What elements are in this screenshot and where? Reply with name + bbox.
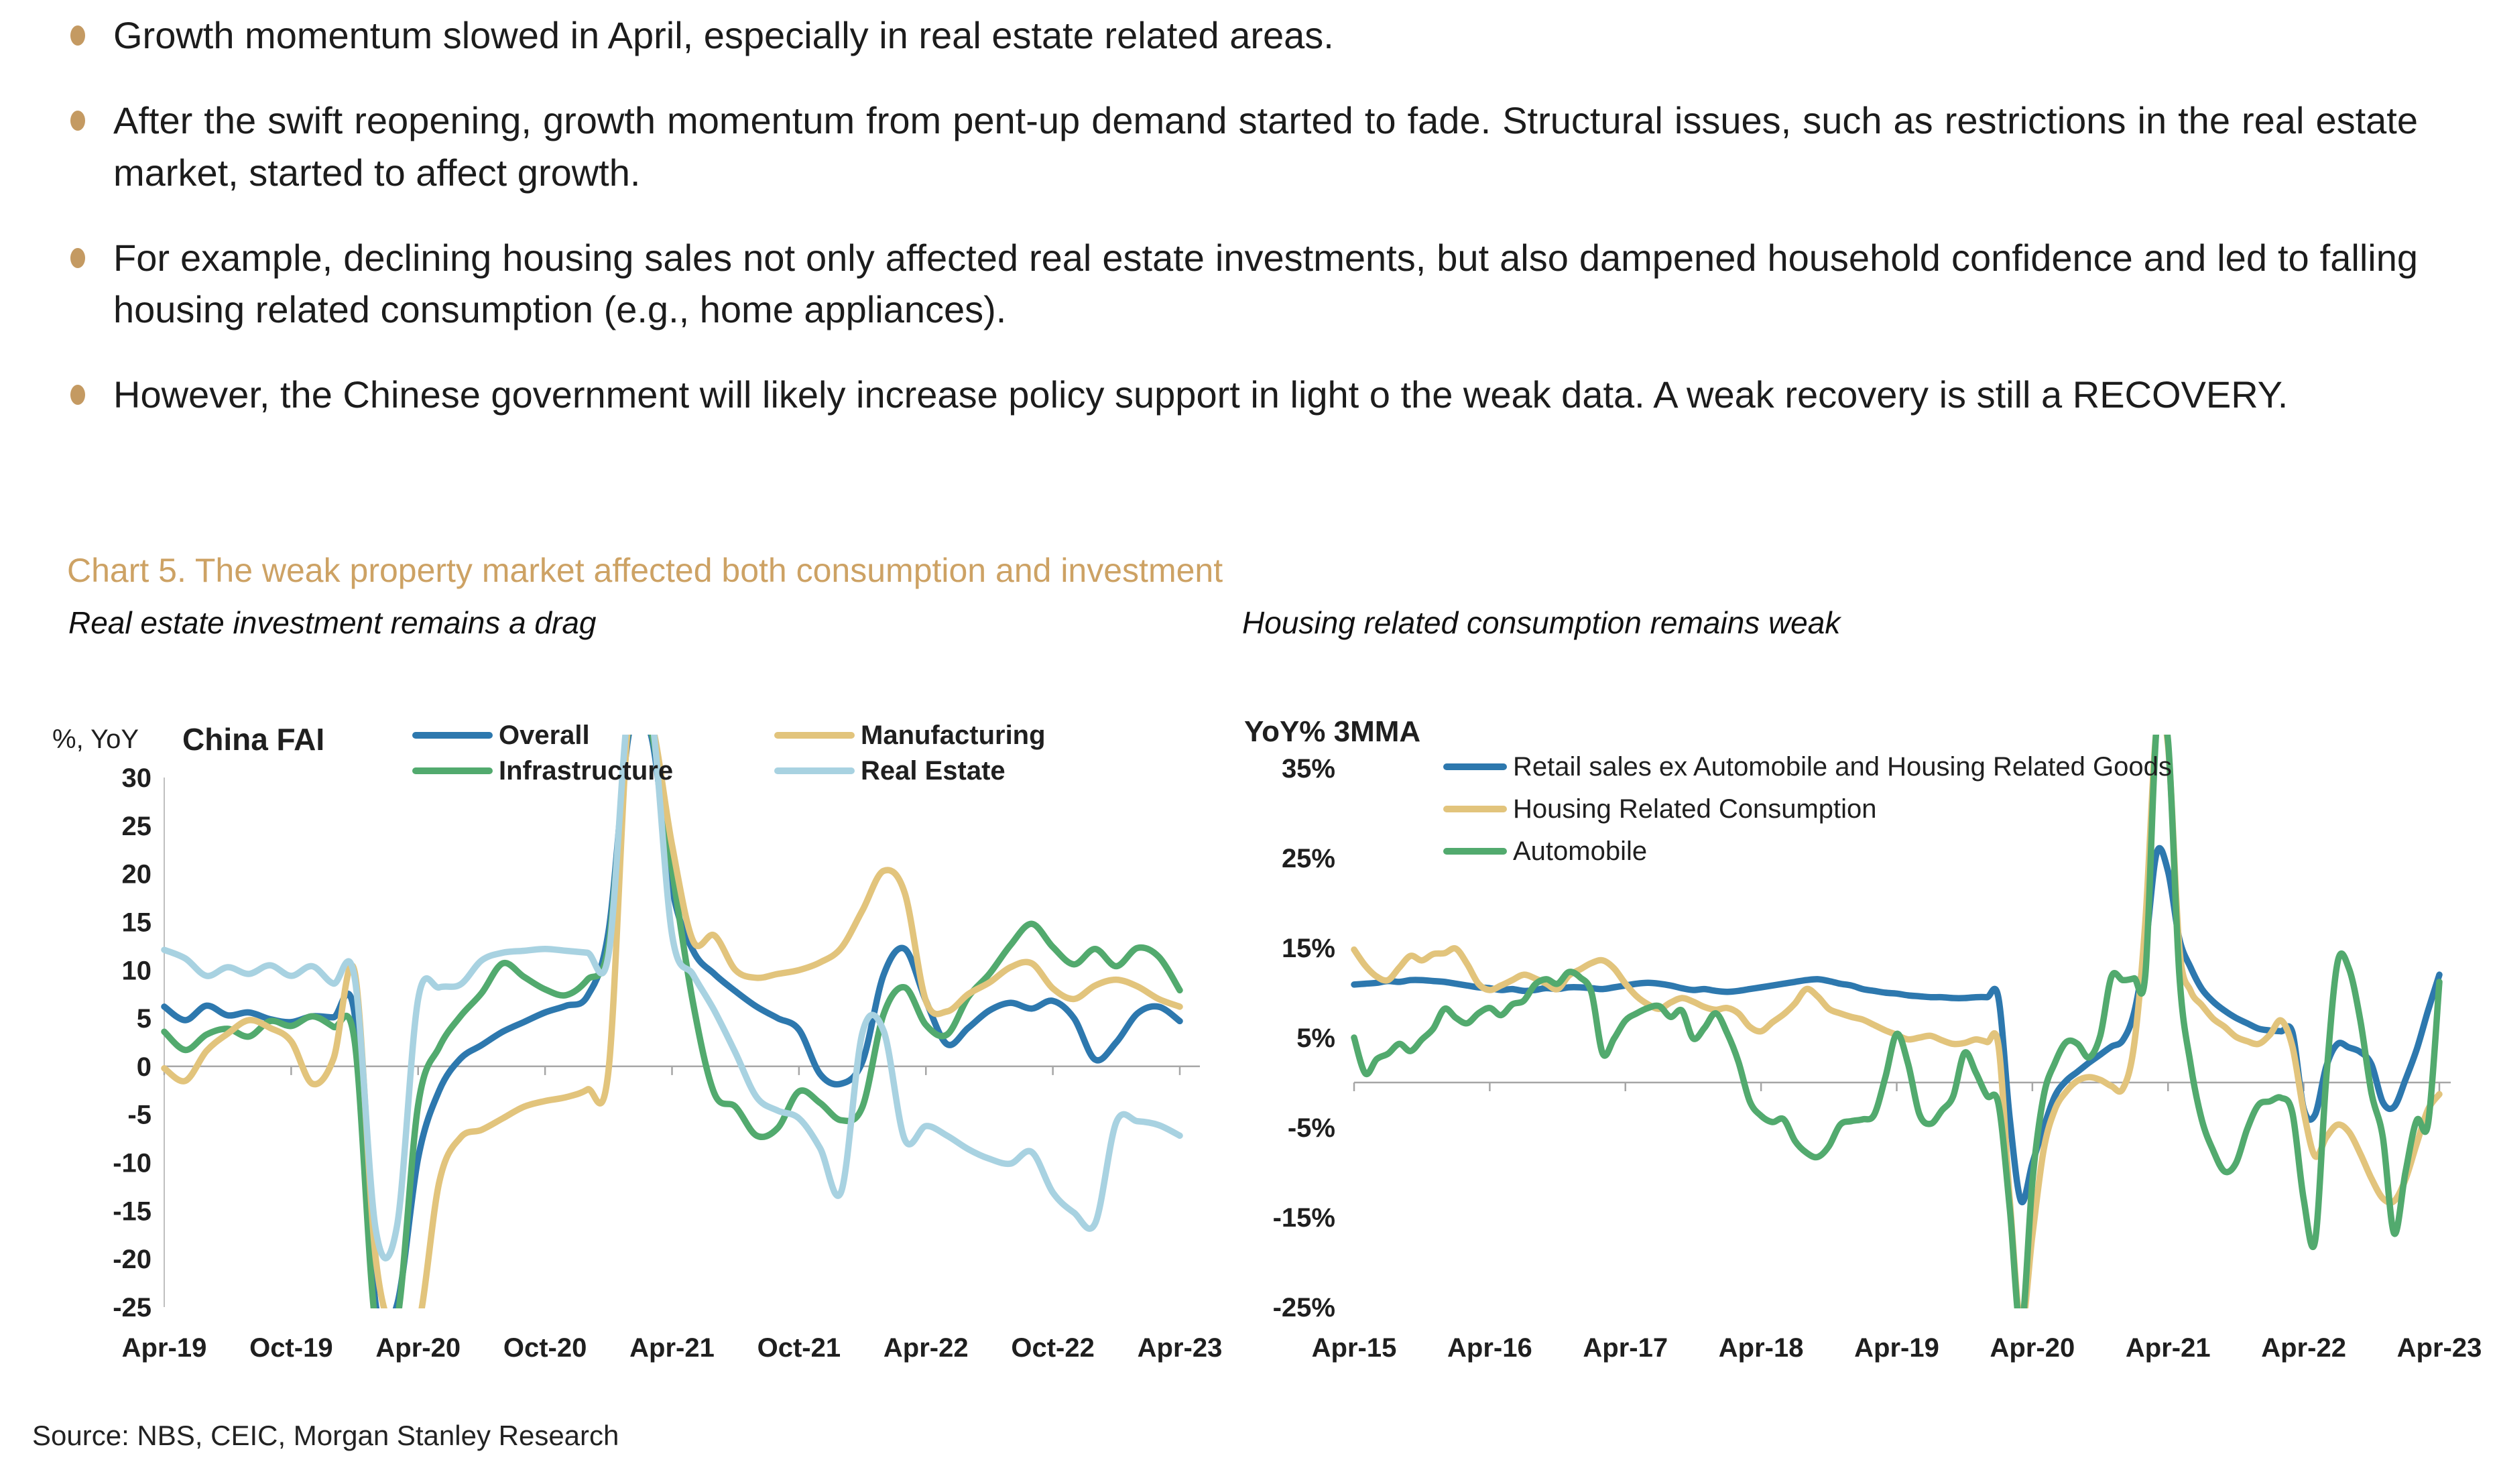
y-tick-label: -25 xyxy=(113,1293,151,1322)
x-tick-label: Apr-21 xyxy=(2125,1333,2211,1363)
bullet-dot-icon xyxy=(70,248,85,268)
y-tick-label: 25% xyxy=(1281,844,1335,873)
y-tick-label: 25 xyxy=(121,811,151,841)
y-tick-label: 30 xyxy=(121,763,151,793)
consumption-x-axis-labels xyxy=(1312,1333,2482,1363)
y-tick-label: 5 xyxy=(136,1004,151,1034)
y-tick-label: -10 xyxy=(113,1148,151,1178)
consumption-axis-label: YoY% 3MMA xyxy=(1244,715,1421,748)
x-tick-label: Oct-19 xyxy=(249,1333,333,1363)
bullet-text: Growth momentum slowed in April, especially in real estate related areas. xyxy=(113,14,1334,56)
series-line-overall xyxy=(164,709,1180,1333)
x-tick-label: Apr-19 xyxy=(1854,1333,1939,1363)
housing-consumption-chart xyxy=(1227,697,2497,1387)
y-tick-label: 35% xyxy=(1281,754,1335,784)
x-tick-label: Apr-22 xyxy=(2261,1333,2346,1363)
x-tick-label: Apr-19 xyxy=(121,1333,207,1363)
legend-label: Manufacturing xyxy=(861,721,1046,750)
y-tick-label: 5% xyxy=(1296,1024,1335,1053)
x-tick-label: Oct-21 xyxy=(757,1333,841,1363)
x-tick-label: Oct-22 xyxy=(1011,1333,1095,1363)
y-tick-label: -5% xyxy=(1287,1113,1335,1143)
right-chart-subtitle: Housing related consumption remains weak xyxy=(1242,605,1841,640)
x-tick-label: Oct-20 xyxy=(503,1333,587,1363)
legend-item-retail-sales-ex-automobile-and-housing-related-goods xyxy=(1447,752,2172,782)
legend-label: Housing Related Consumption xyxy=(1513,794,1877,824)
y-tick-label: -25% xyxy=(1272,1293,1335,1322)
legend-label: Overall xyxy=(499,721,590,750)
consumption-x-ticks xyxy=(1354,1083,2439,1091)
x-tick-label: Apr-17 xyxy=(1583,1333,1668,1363)
x-tick-label: Apr-20 xyxy=(375,1333,461,1363)
y-tick-label: -20 xyxy=(113,1245,151,1275)
fai-plot-area xyxy=(164,697,1180,1356)
y-tick-label: 15 xyxy=(121,908,151,938)
legend-label: Real Estate xyxy=(861,756,1006,786)
fai-x-axis-labels xyxy=(122,1333,1223,1363)
bullet-list xyxy=(64,9,2418,454)
bullet-item xyxy=(64,9,2418,61)
bullet-text: However, the Chinese government will likely increase policy support in light o the weak data. A weak recovery is still a RECOVERY. xyxy=(113,373,2289,416)
consumption-legend xyxy=(1447,752,2172,866)
y-tick-label: 20 xyxy=(121,859,151,889)
y-tick-label: 15% xyxy=(1281,934,1335,963)
bullet-item xyxy=(64,369,2418,420)
fai-legend xyxy=(416,721,1046,786)
x-tick-label: Apr-23 xyxy=(2396,1333,2482,1363)
x-tick-label: Apr-16 xyxy=(1447,1333,1532,1363)
fai-axis-label: %, YoY xyxy=(52,725,139,754)
x-tick-label: Apr-20 xyxy=(1990,1333,2075,1363)
legend-label: Infrastructure xyxy=(499,756,674,786)
y-tick-label: -15% xyxy=(1272,1203,1335,1233)
legend-item-infrastructure xyxy=(416,756,673,786)
legend-label: Retail sales ex Automobile and Housing Related Goods xyxy=(1513,752,2172,782)
x-tick-label: Apr-21 xyxy=(629,1333,715,1363)
left-chart-subtitle: Real estate investment remains a drag xyxy=(68,605,597,640)
legend-item-real-estate xyxy=(778,756,1006,786)
bullet-dot-icon xyxy=(70,111,85,131)
x-tick-label: Apr-18 xyxy=(1718,1333,1804,1363)
y-tick-label: -5 xyxy=(127,1100,151,1130)
china-fai-chart xyxy=(0,697,1227,1387)
series-line-infrastructure xyxy=(164,700,1180,1356)
bullet-dot-icon xyxy=(70,385,85,405)
bullet-item xyxy=(64,232,2418,336)
y-tick-label: 0 xyxy=(136,1052,151,1082)
bullet-text: For example, declining housing sales not only affected real estate investments, but also dampened household confidence and led to falling housing related consumption (e.g., home appliances). xyxy=(113,236,2418,331)
consumption-y-axis-labels xyxy=(1273,754,1335,1322)
fai-title: China FAI xyxy=(182,722,325,757)
chart-section-title: Chart 5. The weak property market affected both consumption and investment xyxy=(67,552,1223,589)
bullet-text: After the swift reopening, growth momentum from pent-up demand started to fade. Structural issues, such as restrictions in the real estate market, started to affect growth. xyxy=(113,99,2418,194)
legend-item-overall xyxy=(416,721,590,750)
bullet-dot-icon xyxy=(70,25,85,46)
bullet-item xyxy=(64,95,2418,198)
x-tick-label: Apr-22 xyxy=(883,1333,969,1363)
x-tick-label: Apr-15 xyxy=(1311,1333,1397,1363)
fai-x-ticks xyxy=(164,1066,1180,1075)
y-tick-label: -15 xyxy=(113,1196,151,1227)
source-line: Source: NBS, CEIC, Morgan Stanley Research xyxy=(32,1420,619,1451)
series-line-manufacturing xyxy=(164,697,1180,1345)
legend-item-manufacturing xyxy=(778,721,1046,750)
fai-y-axis-labels xyxy=(113,763,151,1322)
legend-item-automobile xyxy=(1447,837,1647,866)
legend-item-housing-related-consumption xyxy=(1447,794,1877,824)
legend-label: Automobile xyxy=(1513,837,1648,866)
x-tick-label: Apr-23 xyxy=(1137,1333,1223,1363)
y-tick-label: 10 xyxy=(121,956,151,986)
